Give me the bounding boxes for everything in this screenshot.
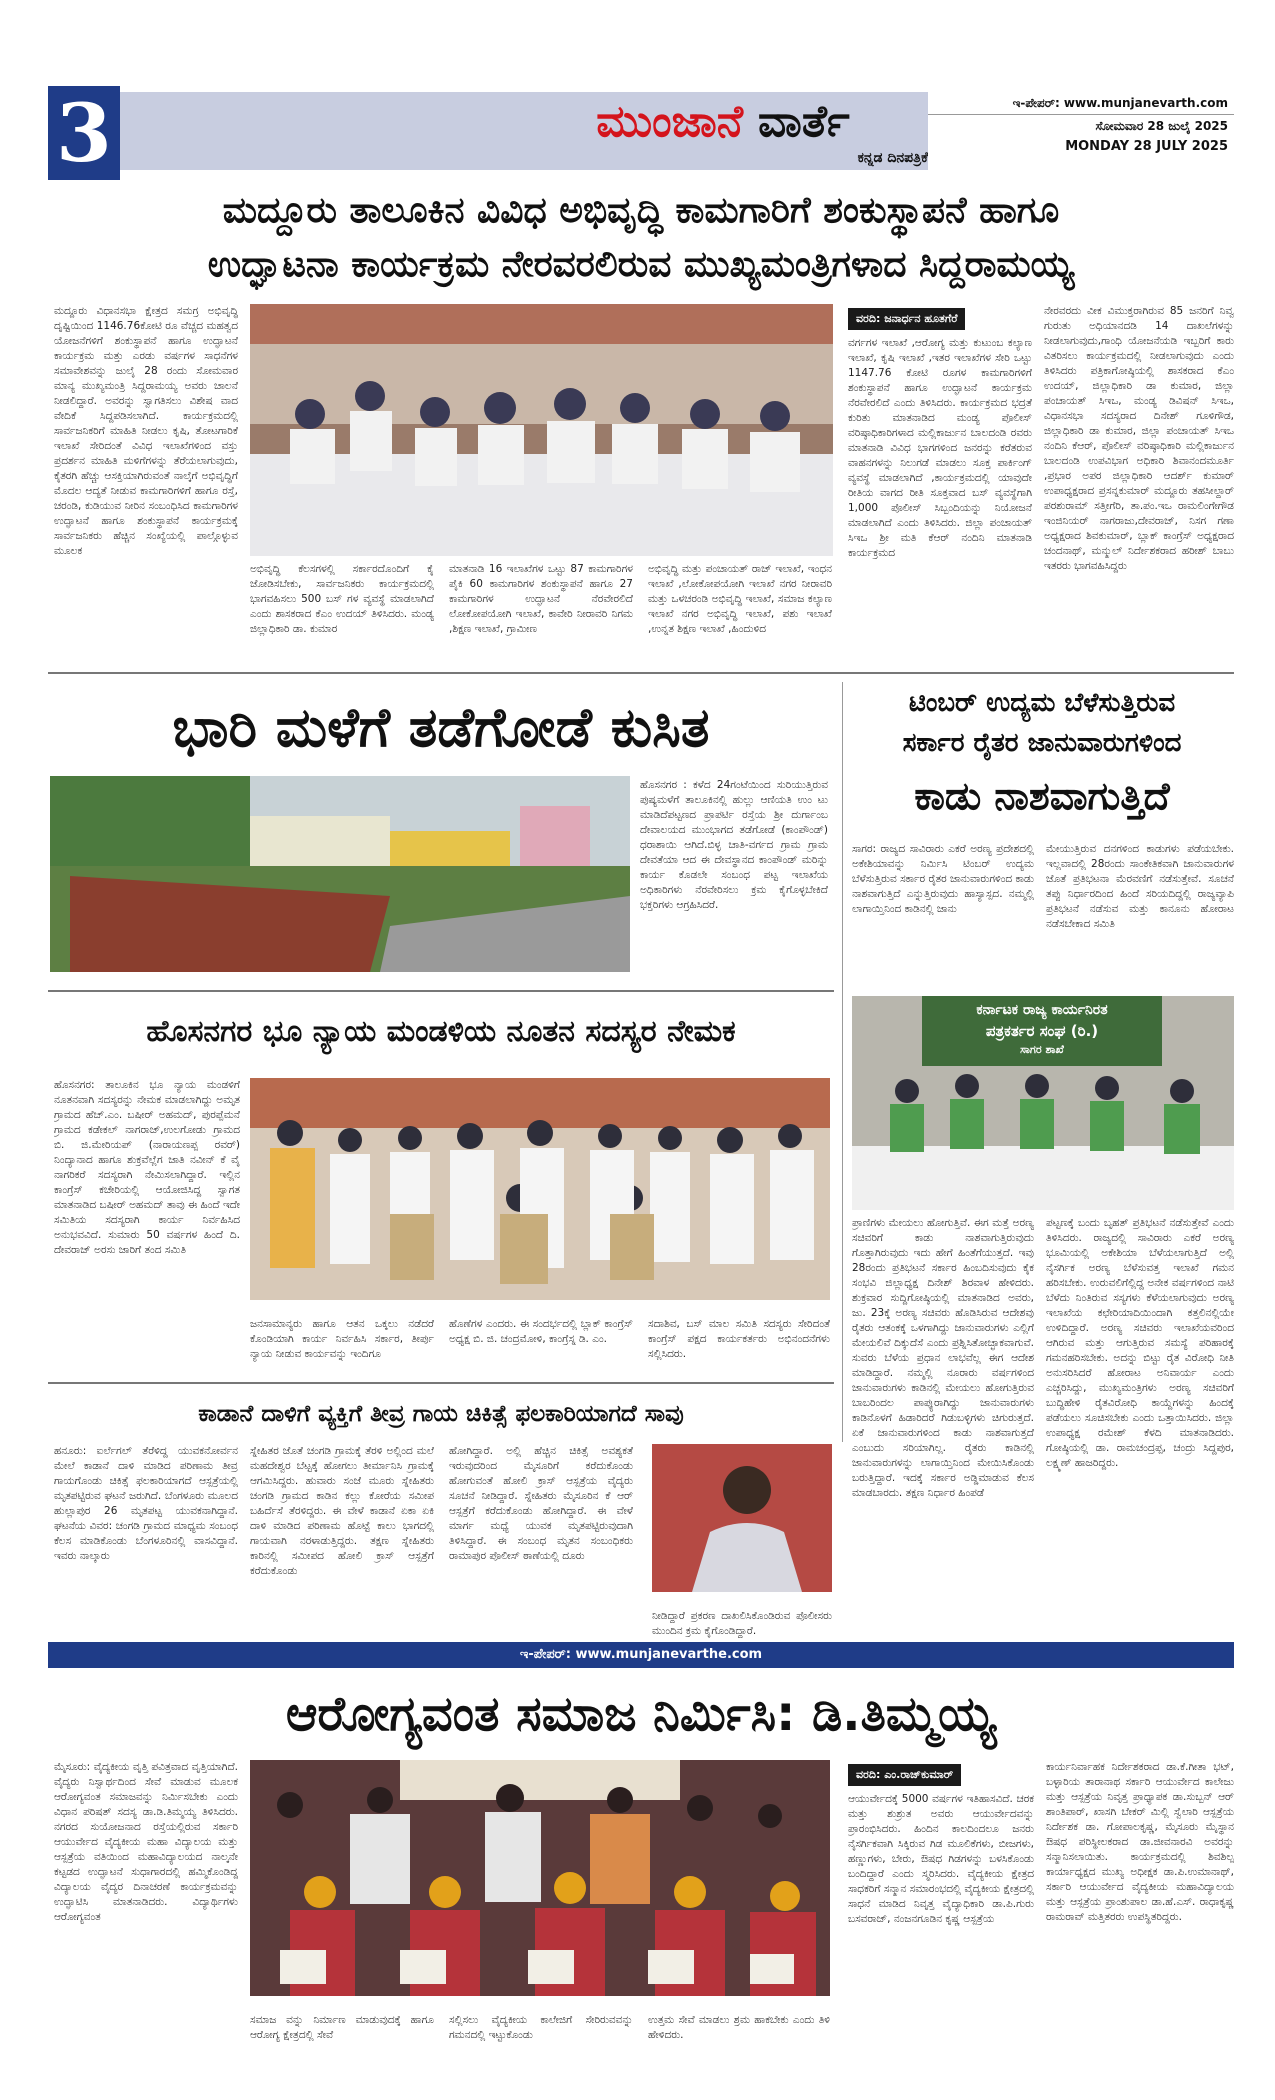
divider-story1 [48, 672, 1234, 674]
story1-col2b: ಮಾತನಾಡಿ 16 ಇಲಾಖೆಗಳ ಒಟ್ಟು 87 ಕಾಮಗಾರಿಗಳ ಪೈಕಿ 60 ಕಾಮಗಾರಿಗಳ ಶಂಕುಸ್ಥಾಪನೆ ಹಾಗೂ 27 ಕಾಮಗಾರಿಗಳ ಉದ್ಘಾಟನೆ ನೆರವೇರಲಿದೆ ಲೋಕೋಪಯೋಗಿ ಇಲಾಖೆ, ಕಾವೇರಿ ನೀರಾವರಿ ನಿಗಮ ,ಶಿಕ್ಷಣ ಇಲಾಖೆ, ಗ್ರಾಮೀಣ [449, 563, 633, 635]
banner-website: www.munjanevarthe.com [575, 1647, 763, 1662]
tagline: ಕನ್ನಡ ದಿನಪತ್ರಿಕೆ [857, 150, 928, 166]
story3-col2: ಮೇಯುತ್ತಿರುವ ದನಗಳಿಂದ ಕಾಡುಗಳು ಪಡೆಯಬೇಕು. ಇಲ್ಲವಾದಲ್ಲಿ 28ರಂದು ಸಾಂಕೇತಿಕವಾಗಿ ಜಾನುವಾರುಗಳ ಜೊತೆ ಪ್ರತಿಭಟನಾ ಮೆರವಣಿಗೆ ನಡೆಸುತ್ತೇವೆ. ಸೂಚನೆ ತಪ್ಪು ನಿರ್ಧಾರದಿಂದ ಹಿಂದೆ ಸರಿಯದಿದ್ದಲ್ಲಿ ರಾಜ್ಯವ್ಯಾಪಿ ಪ್ರತಿಭಟನೆ ನಡೆಸುವ ಮತ್ತು ಕಾನೂನು ಹೋರಾಟ ನಡೆಸಬೇಕಾದ ಸಮಿತಿ [1046, 843, 1234, 930]
story3-headline-line2: ಸರ್ಕಾರ ರೈತರ ಜಾನುವಾರುಗಳಿಂದ [902, 728, 1182, 758]
story6-caption2: ಸಲ್ಲಿಸಲು ವೈದ್ಯಕೀಯ ಕಾಲೇಜಿಗೆ ಸೇರಿರುವವನ್ನು ಗಮನದಲ್ಲಿ ಇಟ್ಟುಕೊಂಡು [449, 2013, 633, 2041]
story3-banner-line2: ಪತ್ರಕರ್ತರ ಸಂಘ (ರಿ.) [985, 1022, 1099, 1040]
story6-col2: ಆಯುರ್ವೇದಕ್ಕೆ 5000 ವರ್ಷಗಳ ಇತಿಹಾಸವಿದೆ. ಚರಕ ಮತ್ತು ಶುಶ್ರುತ ಅವರು ಆಯುರ್ವೇದವನ್ನು ಪ್ರಾರಂಭಿಸಿದರು. ಹಿಂದಿನ ಕಾಲದಿಂದಲೂ ಜನರು ನೈಸರ್ಗಿಕವಾಗಿ ಸಿಕ್ಕಿರುವ ಗಿಡ ಮೂಲಿಕೆಗಳು, ಬೀಜಗಳು, ಹಣ್ಣುಗಳು, ಬೇರು, ಔಷಧ ಗಿಡಗಳನ್ನು ಬಳಸಿಕೊಂಡು ಬಂದಿದ್ದಾರೆ ಎಂದು ಸ್ಮರಿಸಿದರು. ವೈದ್ಯಕೀಯ ಕ್ಷೇತ್ರದ ಸಾಧಕರಿಗೆ ಸನ್ಮಾನ ಸಮಾರಂಭದಲ್ಲಿ ವೈದ್ಯಕೀಯ ಕ್ಷೇತ್ರದಲ್ಲಿ ಸಾಧನೆ ಮಾಡಿದ ನಿವೃತ್ತ ವೈದ್ಯಾಧಿಕಾರಿ ಡಾ.ಪಿ.ಗುರು ಬಸವರಾಜ್, ನಂಜನಗೂಡಿನ ಕೃಷ್ಣ ಆಸ್ಪತ್ರೆಯ [848, 1793, 1034, 1925]
story4-headline: ಹೊಸನಗರ ಭೂ ನ್ಯಾಯ ಮಂಡಳಿಯ ನೂತನ ಸದಸ್ಯರ ನೇಮಕ [146, 1014, 736, 1049]
divider-story4 [48, 1382, 834, 1384]
story3-headline-line3: ಕಾಡು ನಾಶವಾಗುತ್ತಿದೆ [914, 774, 1170, 818]
story5-col1: ಹನೂರು: ಐರ್ಲೆಗಲ್ ತೆರೆಳಿದ್ದ ಯುವಕನೋರ್ವನ ಮೇಲೆ ಕಾಡಾನೆ ದಾಳಿ ಮಾಡಿದ ಪರಿಣಾಮ ತೀವ್ರ ಗಾಯಗೊಂಡು ಚಿಕಿತ್ಸೆ ಫಲಕಾರಿಯಾಗದೆ ಆಸ್ಪತ್ರೆಯಲ್ಲಿ ಮೃತಪಟ್ಟಿರುವ ಘಟನೆ ಜರುಗಿದೆ. ಬೆಂಗಳೂರು ಮೂಲದ ಹುಲ್ಲಾಪುರ 26 ಮೃತಪಟ್ಟ ಯುವಕನಾಗಿದ್ದಾನೆ. ಘಟನೆಯ ವಿವರ: ಚಂಗಡಿ ಗ್ರಾಮದ ಮಾಧ್ಯಮ ಸಂಬಂಧ ಕೆಲಸ ಮಾಡಿಕೊಂಡು ಬೆಂಗಳೂರಿನಲ್ಲಿ ವಾಸವಿದ್ದಾನೆ. ಇವರು ನಾಲ್ಕಾರು [54, 1445, 238, 1562]
story1-col3: ವರ್ಗಗಳ ಇಲಾಖೆ ,ಆರೋಗ್ಯ ಮತ್ತು ಕುಟುಂಬ ಕಲ್ಯಾಣ ಇಲಾಖೆ, ಕೃಷಿ ಇಲಾಖೆ ,ಇತರ ಇಲಾಖೆಗಳ ಸೇರಿ ಒಟ್ಟು 1147.76 ಕೋಟಿ ರೂಗಳ ಕಾಮಗಾರಿಗಳಿಗೆ ಶಂಕುಸ್ಥಾಪನೆ ಹಾಗೂ ಉದ್ಘಾಟನೆ ಕಾರ್ಯಕ್ರಮ ನೆರವೇರಲಿದೆ ಎಂದು ತಿಳಿಸಿದರು. ಕಾರ್ಯಕ್ರಮದ ಭದ್ರತೆ ಕುರಿತು ಮಾತನಾಡಿದ ಮಂಡ್ಯ ಪೊಲೀಸ್ ವರಿಷ್ಠಾಧಿಕಾರಿಗಳಾದ ಮಲ್ಲಿಕಾರ್ಜುನ ಬಾಲದಂಡಿ ರವರು ಮಾತನಾಡಿ ವಿವಿಧ ಭಾಗಗಳಿಂದ ಜನರನ್ನು ಕರೆತರುವ ವಾಹನಗಳನ್ನು ನಿಲುಗಡೆ ಮಾಡಲು ಸೂಕ್ತ ಪಾರ್ಕಿಂಗ್ ವ್ಯವಸ್ಥೆ ಮಾಡಲಾಗಿದೆ ,ಕಾರ್ಯಕ್ರಮದಲ್ಲಿ ಯಾವುದೇ ರೀತಿಯ ವಾಗದ ರೀತಿ ಸೂಕ್ತವಾದ ಬಸ್ ವ್ಯವಸ್ಥೆಗಾಗಿ 1,000 ಪೊಲೀಸ್ ಸಿಬ್ಬಂದಿಯನ್ನು ನಿಯೋಜನೆ ಮಾಡಲಾಗಿದೆ ಎಂದು ತಿಳಿಸಿದರು. ಜಿಲ್ಲಾ ಪಂಚಾಯತ್ ಸಿಇಒ ಶ್ರೀ ಮತಿ ಕೆಆರ್ ನಂದಿನಿ ಮಾತನಾಡಿ ಕಾರ್ಯಕ್ರಮದ [848, 337, 1032, 559]
story4-col1: ಹೊಸನಗರ: ತಾಲೂಕಿನ ಭೂ ನ್ಯಾಯ ಮಂಡಳಿಗೆ ನೂತನವಾಗಿ ಸದಸ್ಯರನ್ನು ನೇಮಕ ಮಾಡಲಾಗಿದ್ದು ಅಮೃತ ಗ್ರಾಮದ ಹೆಚ್.ಎಂ. ಬಷೀರ್ ಅಹಮದ್, ಪುರಪ್ಪೆಮನೆ ಗ್ರಾಮದ ಕಡೇಕಲ್ ನಾಗರಾಜ್,ಉಲಗೋಡು ಗ್ರಾಮದ ಬಿ. ಜಿ.ಮೇರಿಯಪ್ (ನಾರಾಯಣಪ್ಪ ರವರ್) ನಿಂದ್ಯಾನಾದ ಹಾಗೂ ಶುಕ್ರವೆಲ್ಲೆಗ ಜಾತಿ ನವೀನ್ ಕೆ ವೈ ನಾಗರಿಕರೆ ಸದಸ್ಯರಾಗಿ ನೇಮಿಸಲಾಗಿದ್ದಾರೆ. ಇಲ್ಲಿನ ಕಾಂಗ್ರೆಸ್ ಕಚೇರಿಯಲ್ಲಿ ಆಯೋಜಿಸಿದ್ದ ಸ್ವಾಗತ ಮಾತನಾಡಿದ ಬಷೀರ್ ಅಹಮದ್ ತಾವು ಈ ಹಿಂದೆ ಇದೇ ಸಮಿತಿಯ ಸದಸ್ಯರಾಗಿ ಕಾರ್ಯ ನಿರ್ವಹಿಸಿದ ಅನುಭವವಿದೆ. ಸುಮಾರು 50 ವರ್ಷಗಳ ಹಿಂದೆ ದಿ. ದೇವರಾಜ್ ಅರಸು ಜಾರಿಗೆ ತಂದ ಸಮಿತಿ [54, 1079, 240, 1256]
banner-epaper-label: ಇ-ಪೇಪರ್ [519, 1647, 566, 1662]
epaper-label: ಇ-ಪೇಪರ್ [1012, 96, 1055, 110]
story1-col2a: ಅಭಿವೃದ್ಧಿ ಕೆಲಸಗಳಲ್ಲಿ ಸರ್ಕಾರದೊಂದಿಗೆ ಕೈ ಜೋಡಿಸಬೇಕು, ಸಾರ್ವಜನಿಕರು ಕಾರ್ಯಕ್ರಮದಲ್ಲಿ ಭಾಗವಹಿಸಲು 500 ಬಸ್ ಗಳ ವ್ಯವಸ್ಥೆ ಮಾಡಲಾಗಿದೆ ಎಂದು ಶಾಸಕರಾದ ಕೆಎಂ ಉದಯ್ ತಿಳಿಸಿದರು. ಮಂಡ್ಯ ಜಿಲ್ಲಾಧಿಕಾರಿ ಡಾ. ಕುಮಾರ [250, 563, 434, 635]
story3-banner-line1: ಕರ್ನಾಟಕ ರಾಜ್ಯ ಕಾರ್ಯನಿರತ [976, 1002, 1108, 1018]
divider-vertical-mid [842, 682, 843, 1442]
story5-col3: ಹೋಗಿದ್ದಾರೆ. ಅಲ್ಲಿ ಹೆಚ್ಚಿನ ಚಿಕಿತ್ಸೆ ಅವಶ್ಯಕತೆ ಇರುವುದರಿಂದ ಮೈಸೂರಿಗೆ ಕರೆದುಕೊಂಡು ಹೋಗುವಂತೆ ಹೋಲಿ ಕ್ರಾಸ್ ಆಸ್ಪತ್ರೆಯ ವೈದ್ಯರು ಸೂಚನೆ ನೀಡಿದ್ದಾರೆ. ಸ್ನೇಹಿತರು ಮೈಸೂರಿನ ಕೆ ಆರ್ ಆಸ್ಪತ್ರೆಗೆ ಕರೆದುಕೊಂಡು ಹೋಗಿದ್ದಾರೆ. ಈ ವೇಳೆ ಮಾರ್ಗ ಮಧ್ಯೆ ಯುವಕ ಮೃತಪಟ್ಟಿರುವುದಾಗಿ ತಿಳಿಸಿದ್ದಾರೆ. ಈ ಸಂಬಂಧ ಮೃತನ ಸಂಬಂಧಿಕರು ರಾಮಾಪುರ ಪೊಲೀಸ್ ಠಾಣೆಯಲ್ಲಿ ದೂರು [449, 1445, 633, 1562]
page-number: 3 [56, 86, 112, 180]
story5-headline: ಕಾಡಾನೆ ದಾಳಿಗೆ ವ್ಯಕ್ತಿಗೆ ತೀವ್ರ ಗಾಯ ಚಿಕಿತ್ಸೆ ಫಲಕಾರಿಯಾಗದೆ ಸಾವು [198, 1401, 684, 1427]
story4-caption1: ಜನಸಾಮಾನ್ಯರು ಹಾಗೂ ಆತನ ಒಕ್ಕಲು ನಡೆದರೆ ಕೊಂಡಿಯಾಗಿ ಕಾರ್ಯ ನಿರ್ವಹಿಸಿ ಸರ್ಕಾರ, ತೀರ್ಪು ನ್ಯಾಯ ನೀಡುವ ಕಾರ್ಯವನ್ನು ಇಂದಿಗೂ [250, 1317, 434, 1360]
story3-banner-text [922, 1000, 1162, 1058]
story4-caption2: ಹೊಣೆಗಳ ಎಂದರು. ಈ ಸಂದರ್ಭದಲ್ಲಿ ಬ್ಲಾಕ್ ಕಾಂಗ್ರೆಸ್ ಅಧ್ಯಕ್ಷ ಬಿ. ಜಿ. ಚಂದ್ರಮೋಳಿ, ಕಾಂಗ್ರೆಸ್ನ ಡಿ. ಎಂ. [449, 1317, 633, 1345]
story5-col2: ಸ್ನೇಹಿತರ ಜೊತೆ ಚಂಗಡಿ ಗ್ರಾಮಕ್ಕೆ ತೆರಳಿ ಅಲ್ಲಿಂದ ಮಲೆ ಮಹದೇಶ್ವರ ಬೆಟ್ಟಕ್ಕೆ ಹೋಗಲು ತೀರ್ಮಾನಿಸಿ ಗ್ರಾಮಕ್ಕೆ ಆಗಮಿಸಿದ್ದರು. ಹುವಾರು ಸಂಜೆ ಮೂರು ಸ್ನೇಹಿತರು ಚಂಗಡಿ ಗ್ರಾಮದ ಕಾಡಿನ ಕಲ್ಲು ಕೋರೆಯ ಸಮೀಪ ಬಹಿರ್ದೆಸೆ ತೆರಳಿದ್ದರು. ಈ ವೇಳೆ ಕಾಡಾನೆ ಏಕಾ ಏಕಿ ದಾಳಿ ಮಾಡಿದ ಪರಿಣಾಮ ಹೊಟ್ಟೆ ಕಾಲು ಭಾಗದಲ್ಲಿ ಗಾಯವಾಗಿ ನರಳಾಡುತ್ತಿದ್ದರು. ತಕ್ಷಣ ಸ್ನೇಹಿತರು ಕಾರಿನಲ್ಲಿ ಸಮೀಪದ ಹೋಲಿ ಕ್ರಾಸ್ ಆಸ್ಪತ್ರೆಗೆ ಕರೆದುಕೊಂಡು [250, 1445, 434, 1577]
story1-col1: ಮದ್ದೂರು ವಿಧಾನಸಭಾ ಕ್ಷೇತ್ರದ ಸಮಗ್ರ ಅಭಿವೃದ್ಧಿ ದೃಷ್ಟಿಯಿಂದ 1146.76ಕೋಟಿ ರೂ ವೆಚ್ಚದ ಮಹತ್ವದ ಯೋಜನೆಗಳಿಗೆ ಶಂಕುಸ್ಥಾಪನೆ ಹಾಗೂ ಉದ್ಘಾಟನೆ ಕಾರ್ಯಕ್ರಮ ಮತ್ತು ಎರಡು ವರ್ಷಗಳ ಸಾಧನೆಗಳ ಸಮಾವೇಶವನ್ನು ಜುಲೈ 28 ರಂದು ಸೋಮವಾರ ಮಾನ್ಯ ಮುಖ್ಯಮಂತ್ರಿ ಸಿದ್ದರಾಮಯ್ಯ ಅವರು ಚಾಲನೆ ನೀಡಲಿದ್ದಾರೆ. ಅವರನ್ನು ಸ್ವಾಗತಿಸಲು ವಿಶೇಷ ವಾದ ವೇದಿಕೆ ಸಿದ್ದಪಡಿಸಲಾಗಿದೆ. ಕಾರ್ಯಕ್ರಮದಲ್ಲಿ ಸಾರ್ವಜನಿಕರಿಗೆ ಮಾಹಿತಿ ನೀಡಲು ಕೃಷಿ, ತೋಟಗಾರಿಕೆ ಇಲಾಖೆ ಸೇರಿದಂತೆ ವಿವಿಧ ಇಲಾಖೆಗಳಿಂದ ವಸ್ತು ಪ್ರದರ್ಶನ ಮಾಹಿತಿ ಮಳಿಗೆಗಳನ್ನು ತೆರೆಯಲಾಗುವುದು, ಕೈತರಗಿ ಹೆಚ್ಚು ಆಸಕ್ತಿಯಾಗಿರುವಂತೆ ನಾಲ್ಕೆಗೆ ಅಭಿವೃದ್ಧಿಗೆ ಮೊದಲ ಆದ್ಯತೆ ನೀಡುವ ಕಾಮಗಾರಿಗಳಿಗೆ ಹಾಗೂ ರಸ್ತೆ, ಚರಂಡಿ, ಕುಡಿಯುವ ನೀರಿನ ಸಂಬಂಧಿಸಿದ ಕಾಮಗಾರಿಗಳ ಉದ್ಘಾಟನೆ ಹಾಗೂ ಶಂಕುಸ್ಥಾಪನೆ ಕಾರ್ಯಕ್ರಮಕ್ಕೆ ಸಾರ್ವಜನಿಕರು ಹೆಚ್ಚಿನ ಸಂಖ್ಯೆಯಲ್ಲಿ ಪಾಲ್ಗೊಳ್ಳುವ ಮೂಲಕ [54, 305, 238, 557]
masthead-website: www.munjanevarth.com [1063, 96, 1228, 110]
story2-body: ಹೊಸನಗರ : ಕಳೆದ 24ಗಂಟೆಯಿಂದ ಸುರಿಯುತ್ತಿರುವ ಪುಷ್ಯಮಳೆಗೆ ತಾಲೂಕಿನಲ್ಲಿ ಹುಲ್ಲು ಆಣಿಯತಿ ಉಂ ಟು ಮಾಡಿದೆಪಟ್ಟಣದ ಪ್ರಾಪರ್ಟಿ ರಸ್ತೆಯ ಶ್ರೀ ದುರ್ಗಾಂಬ ದೇವಾಲಯದ ಮುಂಭಾಗದ ತಡೆಗೋಡೆ (ಕಾಂಪೌಂಡ್) ಧರಾಶಾಯಿ ಆಗಿದೆ.ಬಿಳ್ಳ ಚಾತಿ-ವರ್ಗದ ಗ್ರಾಮ ಗ್ರಾಮ ದೇವತೆಯಾ ಆದ ಈ ದೇವಸ್ಥಾನದ ಕಾಂಪೌಂಡ್ ಮರಿನ್ನು ಕಾರ್ಯ ಕೊಡಲೇ ಸಂಬಂಧ ಪಟ್ಟ ಇಲಾಖೆಯ ಅಧಿಕಾರಿಗಳು ನೆರವೇರಿಸಲು ಕ್ರಮ ಕೈಗೊಳ್ಳಬೇಕಿದೆ ಭಕ್ತರಿಗಳು ಆಗ್ರಹಿಸಿದರೆ. [640, 779, 828, 911]
story5-victim-photo [652, 1444, 832, 1592]
story3-banner-line3: ಸಾಗರ ಶಾಖೆ [1020, 1043, 1064, 1056]
story1-headline-line1: ಮದ್ದೂರು ತಾಲೂಕಿನ ವಿವಿಧ ಅಭಿವೃದ್ಧಿ ಕಾಮಗಾರಿಗೆ ಶಂಕುಸ್ಥಾಪನೆ ಹಾಗೂ [222, 190, 1060, 231]
story6-col1: ಮೈಸೂರು: ವೈದ್ಯಕೀಯ ವೃತ್ತಿ ಪವಿತ್ರವಾದ ವೃತ್ತಿಯಾಗಿದೆ. ವೈದ್ಯರು ನಿಸ್ವಾರ್ಥದಿಂದ ಸೇವೆ ಮಾಡುವ ಮೂಲಕ ಆರೋಗ್ಯವಂತ ಸಮಾಜವನ್ನು ನಿರ್ಮಿಸಬೇಕು ಎಂದು ವಿಧಾನ ಪರಿಷತ್ ಸದಸ್ಯ ಡಾ.ಡಿ.ತಿಮ್ಮಯ್ಯ ತಿಳಿಸಿದರು. ನಗರದ ಸುಯೋಜನಾದ ರಸ್ತೆಯಲ್ಲಿರುವ ಸರ್ಕಾರಿ ಆಯುರ್ವೇದ ವೈದ್ಯಕೀಯ ಮಹಾ ವಿದ್ಯಾಲಯ ಮತ್ತು ಆಸ್ಪತ್ರೆಯ ವತಿಯಿಂದ ಮಹಾವಿದ್ಯಾಲಯದ ನಾಲ್ಕನೇ ಕಟ್ಟಡದ ಉದ್ಘಾಟನೆ ಸುಧಾಗಾರದಲ್ಲಿ ಹಮ್ಮಿಕೊಂಡಿದ್ದ ವಿದ್ಯಾಲಯ ವೈದ್ಯರ ದಿನಾಚರಣೆ ಕಾರ್ಯಕ್ರಮವನ್ನು ಉದ್ಘಾಟಿಸಿ ಮಾತನಾಡಿದರು. ವಿದ್ಯಾರ್ಥಿಗಳು ಆರೋಗ್ಯವಂತ [54, 1761, 238, 1923]
paper-name [488, 92, 958, 152]
story6-headline: ಆರೋಗ್ಯವಂತ ಸಮಾಜ ನಿರ್ಮಿಸಿ: ಡಿ.ತಿಮ್ಮಯ್ಯ [285, 1686, 997, 1742]
story3-press-meet-photo [852, 996, 1234, 1210]
story3-col4: ಪಟ್ಟಣಕ್ಕೆ ಬಂದು ಬೃಹತ್ ಪ್ರತಿಭಟನೆ ನಡೆಸುತ್ತೇವೆ ಎಂದು ತಿಳಿಸಿದರು. ರಾಜ್ಯದಲ್ಲಿ ಸಾವಿರಾರು ಎಕರೆ ಅರಣ್ಯ ಭೂಮಿಯಲ್ಲಿ ಅಕೇಶಿಯಾ ಬೆಳೆಯಲಾಗುತ್ತಿದೆ ಅಲ್ಲಿ ನೈಸರ್ಗಿಕ ಅರಣ್ಯ ಬೆಳೆಸುವತ್ತ ಇಲಾಖೆ ಗಮನ ಹರಿಸಬೇಕು. ಉರುವಲಿಗೆಲ್ಲಿದ್ದ ಅನೇಕ ವರ್ಷಗಳಿಂದ ನಾಟಿ ಬೆಳೆದು ನಿಂತಿರುವ ಸಸ್ಯಗಳು ಕೆಳೆಯಲಾಗುವುದು ಅರಣ್ಯ ಇಲಾಖೆಯ ಕಛೇರಿಯಾದಿಯಿಂದಾಗಿ ಕತ್ತಲಿನಲ್ಲಿಯೇ ಉಳಿದಿದ್ದಾರೆ. ಅರಣ್ಯ ಸಚಿವರು ಇಲಾಖೆಯವರಿಂದ ಆಗಿರುವ ಮತ್ತು ಆಗುತ್ತಿರುವ ಸಮಸ್ಯೆ ಪರಿಹಾರಕ್ಕೆ ಗಮನಹರಿಸಬೇಕು. ಅದನ್ನು ಬಿಟ್ಟು ರೈತ ವಿರೋಧಿ ನೀತಿ ಅನುಸರಿಸಿದರೆ ಹೋರಾಟ ಅನಿವಾರ್ಯ ಎಂದು ಎಚ್ಚರಿಸಿದ್ದು, ಮುಖ್ಯಮಂತ್ರಿಗಳು ಅರಣ್ಯ ಸಚಿವರಿಗೆ ಬುದ್ಧಿಹೇಳಿ ರೈತವಿರೋಧಿ ಕಾಯ್ದೆಗಳನ್ನು ಹಿಂದಕ್ಕೆ ಪಡೆಯಲು ಸೂಚಿಸಬೇಕು ಎಂದು ಒತ್ತಾಯಿಸಿದರು. ಜಿಲ್ಲಾ ಉಪಾಧ್ಯಕ್ಷ ರಮೇಶ್ ಕೆಳದಿ ಮಾತನಾಡಿದರು. ಗೋಷ್ಠಿಯಲ್ಲಿ ಡಾ. ರಾಮಚಂದ್ರಪ್ಪ, ಚಂದ್ರು ಸಿದ್ದಪುರ, ಲಕ್ಷ್ಮಣ್ ಹಾಜರಿದ್ದರು. [1046, 1217, 1234, 1469]
story6-byline: ವರದಿ: ಎಂ.ರಾಜ್‌ಕುಮಾರ್ [848, 1764, 961, 1786]
story1-col4: ನೇರವರದು ವೀಕ ವಿಮುಕ್ತರಾಗಿರುವ 85 ಜನರಿಗೆ ನಿವ್ವ ಗುರುತು ಅಧಿಯಾನದಡಿ 14 ದಾಖಲೆಗಳನ್ನು ನೀಡಲಾಗುವುದು,ಗಾಂಧಿ ಯೋಜನೆಯಡಿ ಇಬ್ಬರಿಗೆ ಕಾರು ವಿತರಿಸಲು ಕಾರ್ಯಕ್ರಮದಲ್ಲಿ ನೀಡಲಾಗುವುದು ಎಂದು ತಿಳಿಸಿದರು ಪತ್ರಿಕಾಗೋಷ್ಠಿಯಲ್ಲಿ ಶಾಸಕರಾದ ಕೆಎಂ ಉದಯ್, ಜಿಲ್ಲಾಧಿಕಾರಿ ಡಾ ಕುಮಾರ, ಜಿಲ್ಲಾ ಪಂಚಾಯತ್ ಸಿಇಒ, ಮಂಡ್ಯ ಡಿವಿಷನ್ ಸಿಇಒ, ವಿಧಾನಸಭಾ ಸದಸ್ಯರಾದ ದಿನೇಶ್ ಗೂಳಿಗೌಡ, ಜಿಲ್ಲಾಧಿಕಾರಿ ಡಾ ಕುಮಾರ, ಜಿಲ್ಲಾ ಪಂಚಾಯತ್ ಸಿಇಒ ನಂದಿನಿ ಕೆಆರ್, ಪೊಲೀಸ್ ವರಿಷ್ಠಾಧಿಕಾರಿ ಮಲ್ಲಿಕಾರ್ಜುನ ಬಾಲದಂಡಿ ಉಪವಿಭಾಗ ಅಧಿಕಾರಿ ಶಿವಾನಂದಮೂರ್ತಿ ,ಪ್ರಭಾರ ಅಪರ ಜಿಲ್ಲಾಧಿಕಾರಿ ಆದರ್ಶ್ ಕುಮಾರ್ ಉಪಾಧ್ಯಕ್ಷರಾದ ಪ್ರಸನ್ನಕುಮಾರ್ ಮದ್ದೂರು ತಹಸೀಲ್ದಾರ್ ಪರಶುರಾಮ್ ಸತ್ತೀಗೆರಿ, ತಾ.ಪಂ.ಇಒ ರಾಮಲಿಂಗೇಗೌಡ ಇಂಜಿನಿಯರ್ ನಾಗರಾಜು,ದೇವರಾಜ್, ನಿಸಗ ಗಣಾ ಅಧ್ಯಕ್ಷರಾದ ಶಿವಕುಮಾರ್, ಬ್ಲಾಕ್ ಕಾಂಗ್ರೆಸ್ ಅಧ್ಯಕ್ಷರಾದ ಚಂದನಾಥ್, ಮನ್ಮುಲ್ ನಿರ್ದೇಶಕರಾದ ಹರೀಶ್ ಬಾಬು ಇತರರು ಭಾಗವಹಿಸಿದ್ದರು [1044, 305, 1234, 572]
story1-byline: ವರದಿ: ಜನಾರ್ಧನ ಹೂತಗೆರೆ [848, 308, 965, 330]
story1-col2c: ಅಭಿವೃದ್ಧಿ ಮತ್ತು ಪಂಚಾಯತ್ ರಾಜ್ ಇಲಾಖೆ, ಇಂಧನ ಇಲಾಖೆ ,ಲೋಕೋಪಯೋಗಿ ಇಲಾಖೆ ನಗರ ನೀರಾವರಿ ಮತ್ತು ಒಳಚರಂಡಿ ಅಭಿವೃದ್ಧಿ ಇಲಾಖೆ, ಸಮಾಜ ಕಲ್ಯಾಣ ಇಲಾಖೆ ನಗರ ಅಭಿವೃದ್ಧಿ ಇಲಾಖೆ, ಪಶು ಇಲಾಖೆ ,ಉನ್ನತ ಶಿಕ್ಷಣ ಇಲಾಖೆ ,ಹಿಂದುಳಿದ [648, 563, 832, 635]
date-kannada: ಸೋಮವಾರ 28 ಜುಲೈ 2025 [1095, 119, 1228, 133]
story6-caption1: ಸಮಾಜ ವನ್ನು ನಿರ್ಮಾಣ ಮಾಡುವುದಕ್ಕೆ ಹಾಗೂ ಆರೋಗ್ಯ ಕ್ಷೇತ್ರದಲ್ಲಿ ಸೇವೆ [250, 2013, 434, 2041]
page-number-box [48, 86, 120, 180]
story3-col3: ಪ್ರಾಣಿಗಳು ಮೇಯಲು ಹೋಗುತ್ತಿವೆ. ಈಗ ಮತ್ತೆ ಅರಣ್ಯ ಸಚಿವರಿಗೆ ಕಾಡು ನಾಶವಾಗುತ್ತಿರುವುದು ಗೊತ್ತಾಗಿರುವುದು ಇದು ಹೇಗೆ ಹಿಂತೆಗೆಯುತ್ತದೆ. ಇವು 28ರಂದು ಪ್ರತಿಭಟನೆ ಸರ್ಕಾರ ಹಿಂಬದಿಸುವುದು ಕೈಕ ಸಂಭವಿ ಜಿಲ್ಲಾಧ್ಯಕ್ಷ ದಿನೇಶ್ ಶಿರವಾಳ ಹೇಳಿದರು. ಶುಕ್ರವಾರ ಸುದ್ದಿಗೋಷ್ಠಿಯಲ್ಲಿ ಮಾತನಾಡಿದ ಅವರು, ಜು. 23ಕ್ಕೆ ಅರಣ್ಯ ಸಚಿವರು ಹೊಡಿಸಿರುವ ಆದೇಶವು ರೈತರು ಆತಂಕಕ್ಕೆ ಒಳಗಾಗಿದ್ದು ಜಾನುವಾರುಗಳು ಎಲ್ಲಿಗೆ ಮೇಯಲಿವೆ ದಿಕ್ಕುದೆಸೆ ಎಂದು ಪ್ರಶ್ನಿಸಿತೋಚ್ಛಾಕವಾಗುವೆ. ಸುವರು ಬೆಳೆಯ ಪ್ರಧಾನ ಲಾಭವೆಲ್ಲ ಈಗ ಆದೇಶ ಮಾಡಿದ್ದಾರೆ. ನಮ್ಮಲ್ಲಿ ನೂರಾರು ವರ್ಷಗಳಿಂದ ಜಾನುವಾರುಗಳು ಕಾಡಿನಲ್ಲಿ ಮೇಯಲು ಹೋಗುತ್ತಿರುವ ಬಾಬರಿಂದಲ ಪಾಪ್ಯುರಾಗಿದ್ದು ಜಾನುವಾರುಗಳು ಕಾಡಿನೊಳಗೆ ಹಿಡಾರಿದರೆ ಗಿಡುಬಳ್ಳಿಗಳು ಚಿಗುರುತ್ತದೆ. ಏಕೆ ಜಾನುವಾರುಗಳಿಂದ ಕಾಡು ನಾಶವಾಗುತ್ತದೆ ಎಂಬುದು ಸರಿಯಾಗಿಲ್ಲ. ರೈತರು ಕಾಡಿನಲ್ಲಿ ಜಾನುವಾರುಗಳನ್ನು ಲಾಗಾಯ್ತಿನಿಂದ ಮೇಯಿಸಿಕೊಂಡು ಬರುತ್ತಿದ್ದಾರೆ. ಇದಕ್ಕೆ ಸರ್ಕಾರ ಅಡ್ಡಿಮಾಡುವ ಕೆಲಸ ಮಾಡಬಾರದು. ತಕ್ಷಣ ನಿರ್ಧಾರ ಹಿಂಪಡೆ [852, 1217, 1034, 1499]
story6-felicitation-photo [250, 1760, 830, 1996]
divider-story2 [48, 990, 834, 992]
story6-col3: ಕಾರ್ಯನಿರ್ವಾಹಕ ನಿರ್ದೇಶಕರಾದ ಡಾ.ಕೆ.ಗೀತಾ ಭಟ್, ಬಳ್ಳಾರಿಯ ತಾರಾನಾಥ ಸರ್ಕಾರಿ ಆಯುರ್ವೇದ ಕಾಲೇಜು ಮತ್ತು ಆಸ್ಪತ್ರೆಯ ನಿವೃತ್ತ ಪ್ರಾಧ್ಯಾಪಕ ಡಾ.ಸುಬ್ಬನ್ ಆರ್ ಶಾಂತಿಪಾರ್, ಖಾಸಗಿ ಬೇಕರ್ ಮಿಲ್ಲಿ ಸ್ವೆಲಾರಿ ಆಸ್ಪತ್ರೆಯ ನಿರ್ದೇಶಕ ಡಾ. ಗೋಪಾಲಕೃಷ್ಣ, ಮೈಸೂರು ಮೈಸ್ಥಾನ ಔಷಧ ಪರಿಸ್ಥೀಲಕರಾದ ಡಾ.ಜೀವನಾರವಿ ಅವರನ್ನು ಸನ್ಮಾನಿಸಲಾಯಿತು. ಕಾರ್ಯಕ್ರಮದಲ್ಲಿ ಶಿವಶಿಲ್ಪ ಕಾರ್ಯಾಧ್ಯಕ್ಷದ ಮುಖ್ಯ ಅಧೀಕ್ಷಕ ಡಾ.ಪಿ.ಉಮಾನಾಥ್, ಸರ್ಕಾರಿ ಆಯುರ್ವೇದ ವೈದ್ಯಕೀಯ ಮಹಾವಿದ್ಯಾಲಯ ಮತ್ತು ಆಸ್ಪತ್ರೆಯ ಪ್ರಾಂಶುಪಾಲ ಡಾ.ಹೆ.ಎಸ್. ರಾಧಾಕೃಷ್ಣ ರಾಮರಾವ್ ಮತ್ತಿತರರು ಉಪಸ್ಥಿತರಿದ್ದರು. [1046, 1761, 1234, 1923]
masthead [48, 86, 1234, 180]
story1-headline-line2: ಉದ್ಘಾಟನಾ ಕಾರ್ಯಕ್ರಮ ನೇರವರಲಿರುವ ಮುಖ್ಯಮಂತ್ರಿಗಳಾದ ಸಿದ್ದರಾಮಯ್ಯ [207, 244, 1075, 285]
story5-caption: ನೀಡಿದ್ದಾರೆ ಪ್ರಕರಣ ದಾಖಲಿಸಿಕೊಂಡಿರುವ ಪೊಲೀಸರು ಮುಂದಿನ ಕ್ರಮ ಕೈಗೊಂಡಿದ್ದಾರೆ. [652, 1609, 832, 1637]
story2-wall-collapse-photo [50, 776, 630, 972]
story3-col1: ಸಾಗರ: ರಾಜ್ಯದ ಸಾವಿರಾರು ಎಕರೆ ಅರಣ್ಯ ಪ್ರದೇಶದಲ್ಲಿ ಅಕೇಶಿಯಾವನ್ನು ನಿರ್ಮಿಸಿ ಟಿಂಬರ್ ಉದ್ಯಮ ಬೆಳೆಸುತ್ತಿರುವ ಸರ್ಕಾರ ರೈತರ ಜಾನುವಾರುಗಳಿಂದ ಕಾಡು ನಾಶವಾಗುತ್ತಿದೆ ಎನ್ನುತ್ತಿರುವುದು ಹಾಸ್ಯಾಸ್ಪದ. ನಮ್ಮಲ್ಲಿ ಲಾಗಾಯ್ತಿನಿಂದ ಕಾಡಿನಲ್ಲಿ ಜಾನು [852, 843, 1034, 915]
story1-press-meet-photo [250, 304, 833, 556]
date-english: MONDAY 28 JULY 2025 [1065, 139, 1228, 154]
masthead-info [928, 92, 1234, 170]
paper-name-red: ಮುಂಜಾನೆ [596, 96, 743, 147]
story3-headline-line1: ಟಿಂಬರ್ ಉದ್ಯಮ ಬೆಳೆಸುತ್ತಿರುವ [908, 688, 1176, 718]
story2-headline: ಭಾರಿ ಮಳೆಗೆ ತಡೆಗೋಡೆ ಕುಸಿತ [172, 696, 710, 759]
website-banner: ಇ-ಪೇಪರ್: www.munjanevarthe.com [48, 1642, 1234, 1668]
paper-name-black: ವಾರ್ತೆ [758, 96, 850, 147]
story4-caption3: ಸದಾಶಿವ, ಬಸ್ ಮಾಲ ಸಮಿತಿ ಸದಸ್ಯರು ಸೇರಿದಂತೆ ಕಾಂಗ್ರೆಸ್ ಪಕ್ಷದ ಕಾರ್ಯಕರ್ತರು ಅಭಿನಂದನೆಗಳು ಸಲ್ಲಿಸಿದರು. [648, 1317, 830, 1360]
story6-caption3: ಉತ್ತಮ ಸೇವೆ ಮಾಡಲು ಶ್ರಮ ಹಾಕಬೇಕು ಎಂದು ತಿಳಿ ಹೇಳಿದರು. [648, 2013, 830, 2041]
story4-members-photo [250, 1078, 830, 1300]
epaper-line: ಇ-ಪೇಪರ್: www.munjanevarth.com [928, 92, 1234, 115]
